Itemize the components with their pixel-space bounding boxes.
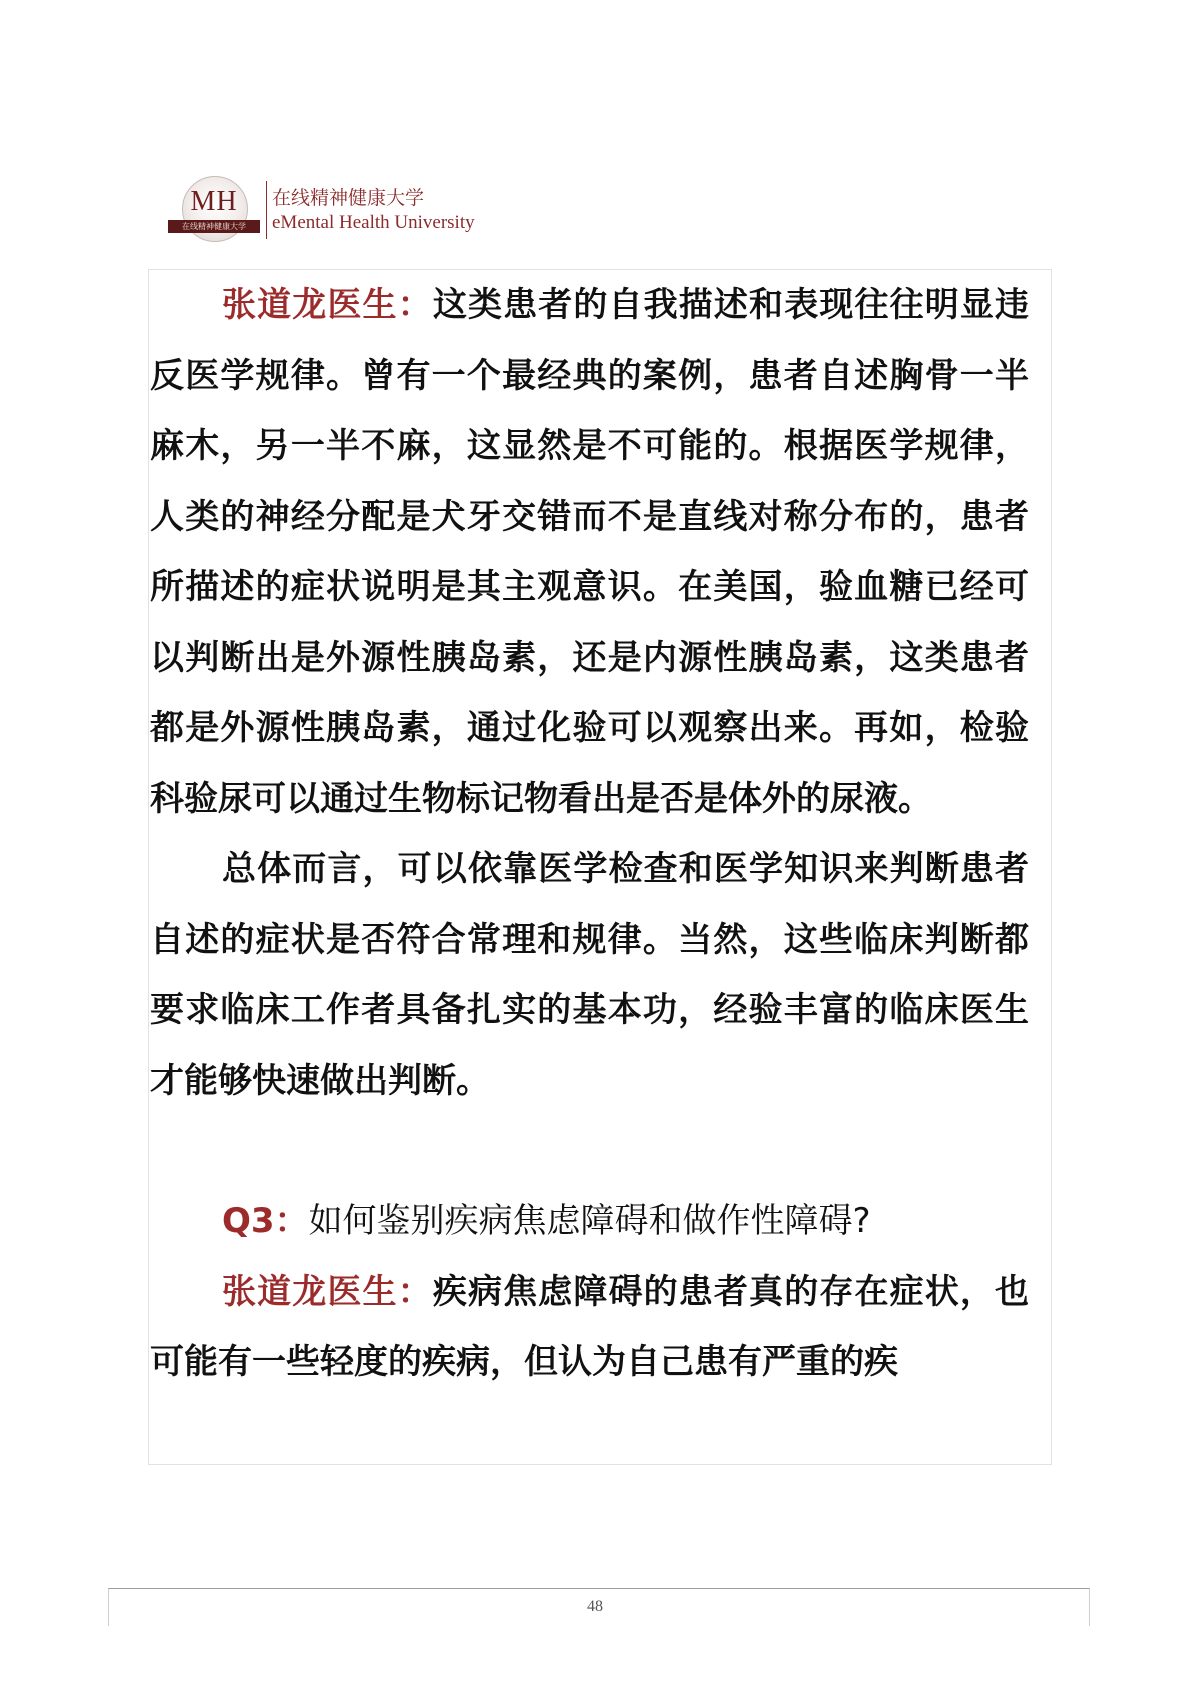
content-frame	[148, 269, 1052, 1465]
page-number: 48	[587, 1598, 603, 1615]
question-heading	[149, 1186, 1051, 1257]
paragraph-3	[149, 1257, 1051, 1398]
university-name-chinese: 在线精神健康大学	[272, 187, 425, 209]
university-name	[272, 185, 475, 235]
logo-monogram: MH	[190, 186, 238, 217]
speaker-label: 张道龙医生：	[222, 285, 433, 325]
question-label: Q3：	[222, 1201, 309, 1241]
section-gap	[149, 1116, 1051, 1186]
paragraph-3-text: 疾病焦虑障碍的患者真的存在症状，也可能有一些轻度的疾病，但认为自己患有严重的疾	[150, 1271, 1030, 1382]
paragraph-1	[149, 270, 1051, 834]
header-divider	[266, 181, 267, 239]
page-header	[168, 172, 475, 248]
paragraph-2	[149, 834, 1051, 1116]
university-logo	[168, 172, 260, 248]
university-name-english: eMental Health University	[272, 212, 475, 233]
question-text: 如何鉴别疾病焦虑障碍和做作性障碍?	[308, 1201, 871, 1241]
logo-ribbon: 在线精神健康大学	[168, 220, 260, 233]
speaker-label: 张道龙医生：	[222, 1271, 433, 1312]
paragraph-1-text: 这类患者的自我描述和表现往往明显违反医学规律。曾有一个最经典的案例，患者自述胸骨一半麻木，另一半不麻，这显然是不可能的。根据医学规律，人类的神经分配是犬牙交错而不是直线对称分布的，患者所描述的症状说明是其主观意识。在美国，验血糖已经可以判断出是外源性胰岛素，还是内源性胰岛素，这类患者都是外源性胰岛素，通过化验可以观察出来。再如，检验科验尿可以通过生物标记物看出是否是体外的尿液。	[150, 285, 1030, 819]
paragraph-2-text: 总体而言，可以依靠医学检查和医学知识来判断患者自述的症状是否符合常理和规律。当然，这些临床判断都要求临床工作者具备扎实的基本功，经验丰富的临床医生才能够快速做出判断。	[150, 849, 1029, 1101]
